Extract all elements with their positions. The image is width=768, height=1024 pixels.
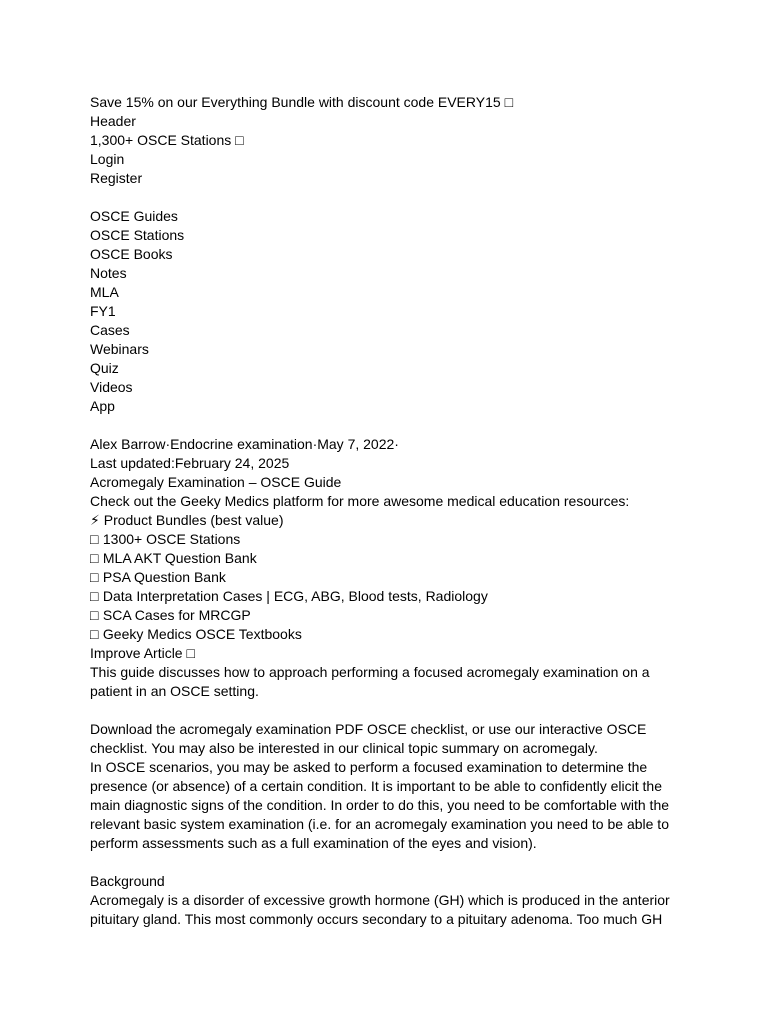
main-nav <box>90 207 680 416</box>
resource-label: Data Interpretation Cases | ECG, ABG, Blood tests, Radiology <box>99 588 488 604</box>
emoji-icon: □ <box>90 569 99 585</box>
emoji-icon: □ <box>90 607 99 623</box>
article-title: Acromegaly Examination – OSCE Guide <box>90 474 342 490</box>
resource-label: Product Bundles (best value) <box>99 512 284 528</box>
resource-link-mla-akt[interactable] <box>90 549 680 568</box>
last-updated-label: Last updated: <box>90 455 175 471</box>
login-link[interactable]: Login <box>90 151 125 167</box>
osce-stations-link-text: 1,300+ OSCE Stations <box>90 132 236 148</box>
promo-text: Save 15% on our Everything Bundle with discount code EVERY15 <box>90 94 505 110</box>
nav-item-cases[interactable]: Cases <box>90 322 130 338</box>
emoji-icon: □ <box>90 550 99 566</box>
background-paragraph: Acromegaly is a disorder of excessive growth hormone (GH) which is produced in the anterior pituitary gland. This most commonly occurs secondary to a pituitary adenoma. Too much GH <box>90 892 670 927</box>
spacer <box>90 188 680 207</box>
register-link[interactable]: Register <box>90 170 143 186</box>
meta-separator: · <box>394 436 399 452</box>
resource-label: PSA Question Bank <box>99 569 226 585</box>
promo-arrow-icon: □ <box>504 94 514 110</box>
resource-label: MLA AKT Question Bank <box>99 550 257 566</box>
spacer <box>90 701 680 720</box>
intro-paragraph: This guide discusses how to approach performing a focused acromegaly examination on a patient in an OSCE setting. <box>90 664 650 699</box>
scenario-paragraph: In OSCE scenarios, you may be asked to perform a focused examination to determine the presence (or absence) of a certain condition. It is important to be able to confidently elicit the main diagnostic signs of the condition. In order to do this, you need to be comfortable with the relevant basic system examination (i.e. for an acromegaly examination you need to be able to perform assessments such as a full examination of the eyes and vision). <box>90 759 670 851</box>
emoji-icon: □ <box>90 588 99 604</box>
meta-separator: · <box>165 436 171 452</box>
resource-label: SCA Cases for MRCGP <box>99 607 251 623</box>
publish-date: May 7, 2022 <box>317 436 395 452</box>
meta-separator: · <box>312 436 318 452</box>
last-updated <box>90 454 680 473</box>
page-content <box>90 93 680 929</box>
last-updated-date: February 24, 2025 <box>174 455 290 471</box>
nav-item-videos[interactable]: Videos <box>90 379 133 395</box>
background-heading: Background <box>90 873 165 889</box>
resource-link-data-interpretation[interactable] <box>90 587 680 606</box>
resource-link-psa[interactable] <box>90 568 680 587</box>
promo-banner[interactable] <box>90 93 680 112</box>
spacer <box>90 416 680 435</box>
spacer <box>90 853 680 872</box>
emoji-icon: □ <box>90 626 99 642</box>
category-link[interactable]: Endocrine examination <box>170 436 313 452</box>
resource-link-textbooks[interactable] <box>90 625 680 644</box>
nav-item-notes[interactable]: Notes <box>90 265 127 281</box>
nav-item-quiz[interactable]: Quiz <box>90 360 119 376</box>
nav-item-osce-stations[interactable]: OSCE Stations <box>90 227 185 243</box>
osce-stations-link[interactable] <box>90 131 680 150</box>
resource-list <box>90 511 680 644</box>
nav-item-mla[interactable]: MLA <box>90 284 119 300</box>
header-label: Header <box>90 113 136 129</box>
nav-item-osce-guides[interactable]: OSCE Guides <box>90 208 178 224</box>
improve-article-button[interactable] <box>90 644 680 663</box>
download-paragraph: Download the acromegaly examination PDF OSCE checklist, or use our interactive OSCE checklist. You may also be interested in our clinical topic summary on acromegaly. <box>90 721 647 756</box>
resource-link-sca-cases[interactable] <box>90 606 680 625</box>
article-meta <box>90 435 680 454</box>
improve-article-label: Improve Article <box>90 645 187 661</box>
stations-arrow-icon: □ <box>235 132 244 148</box>
edit-icon: □ <box>186 645 195 661</box>
nav-item-fy1[interactable]: FY1 <box>90 303 116 319</box>
resource-link-product-bundles[interactable] <box>90 511 680 530</box>
nav-item-webinars[interactable]: Webinars <box>90 341 149 357</box>
lightning-icon: ⚡ <box>90 512 100 528</box>
resource-link-osce-stations[interactable] <box>90 530 680 549</box>
emoji-icon: □ <box>90 531 99 547</box>
nav-item-osce-books[interactable]: OSCE Books <box>90 246 173 262</box>
resource-label: Geeky Medics OSCE Textbooks <box>99 626 302 642</box>
nav-item-app[interactable]: App <box>90 398 115 414</box>
resource-label: 1300+ OSCE Stations <box>99 531 241 547</box>
author-link[interactable]: Alex Barrow <box>90 436 166 452</box>
platform-intro: Check out the Geeky Medics platform for more awesome medical education resources: <box>90 493 630 509</box>
